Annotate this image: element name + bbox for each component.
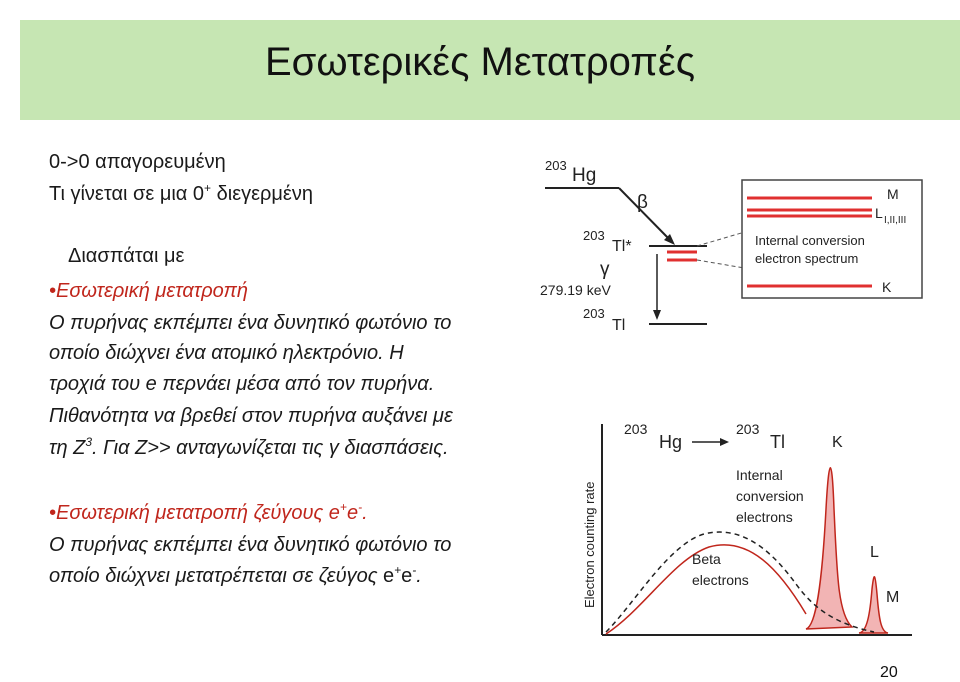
ice-label-line1: Internal <box>736 467 783 483</box>
label-K: K <box>882 279 892 295</box>
peak-L-label: L <box>870 544 879 561</box>
spectrum-tl-mass: 203 <box>736 421 760 437</box>
para1-line1: Ο πυρήνας εκπέμπει ένα δυνητικό φωτόνιο το <box>49 312 452 334</box>
ice-label-line2: conversion <box>736 488 804 504</box>
ice-label-line3: electrons <box>736 509 793 525</box>
label-M: M <box>887 186 899 202</box>
para1-line5: τη $Z^3$. Για Z>> ανταγωνίζεται τις γ διασπάσεις. <box>49 435 449 459</box>
label-L-subscript: I,II,III <box>884 215 907 226</box>
peak-K-label: K <box>832 434 843 451</box>
slide-title: Εσωτερικές Μετατροπές <box>265 40 695 84</box>
tl-star-mass-number: 203 <box>583 228 605 243</box>
tl-mass-number: 203 <box>583 306 605 321</box>
level-scheme-diagram <box>537 150 937 340</box>
beta-label: β <box>637 192 648 213</box>
bullet-internal-conversion: •Εσωτερική μετατροπή <box>49 280 249 302</box>
tl-star-label: Tl* <box>612 238 632 255</box>
para2-line2: οποίο διώχνει μετατρέπεται σε ζεύγος e+e-. <box>49 563 422 587</box>
peak-L <box>859 577 888 633</box>
box-text-line2: electron spectrum <box>755 251 859 266</box>
text-forbidden: 0->0 απαγορευμένη <box>49 151 226 173</box>
hg-label: Hg <box>572 165 597 186</box>
box-text-line1: Internal conversion <box>755 233 865 248</box>
peak-K <box>806 468 852 629</box>
para1-line2: οποίο διώχνει ένα ατομικό ηλεκτρόνιο. Η <box>49 342 404 364</box>
tl-label: Tl <box>612 317 626 334</box>
peak-M-label: M <box>886 589 900 606</box>
spectrum-tl-label: Tl <box>770 432 785 452</box>
para1-line3: τροχιά του e περνάει μέσα από τον πυρήνα. <box>49 373 435 395</box>
electron-spectrum-plot <box>574 414 920 644</box>
gamma-label: γ <box>600 259 610 280</box>
hg-mass-number: 203 <box>545 158 567 173</box>
spectrum-hg-mass: 203 <box>624 421 648 437</box>
beta-label-line2: electrons <box>692 572 749 588</box>
spectrum-hg-label: Hg <box>659 432 683 452</box>
spectrum-decay-arrowhead <box>720 438 729 446</box>
spectrum-ylabel: Electron counting rate <box>582 481 597 608</box>
gamma-arrowhead <box>653 310 661 320</box>
page-number: 20 <box>880 664 898 681</box>
beta-label-line1: Beta <box>692 551 721 567</box>
bullet-pair-conversion: •Εσωτερική μετατροπή ζεύγους e+e-. <box>49 500 368 524</box>
text-decays-with: Διασπάται με <box>68 245 185 267</box>
label-L: L <box>875 205 883 221</box>
text-excited-state: Τι γίνεται σε μια 0+ διεγερμένη <box>49 181 313 205</box>
para2-line1: Ο πυρήνας εκπέμπει ένα δυνητικό φωτόνιο το <box>49 534 452 556</box>
energy-label: 279.19 keV <box>540 282 611 298</box>
para1-line4: Πιθανότητα να βρεθεί στον πυρήνα αυξάνει με <box>49 405 453 427</box>
